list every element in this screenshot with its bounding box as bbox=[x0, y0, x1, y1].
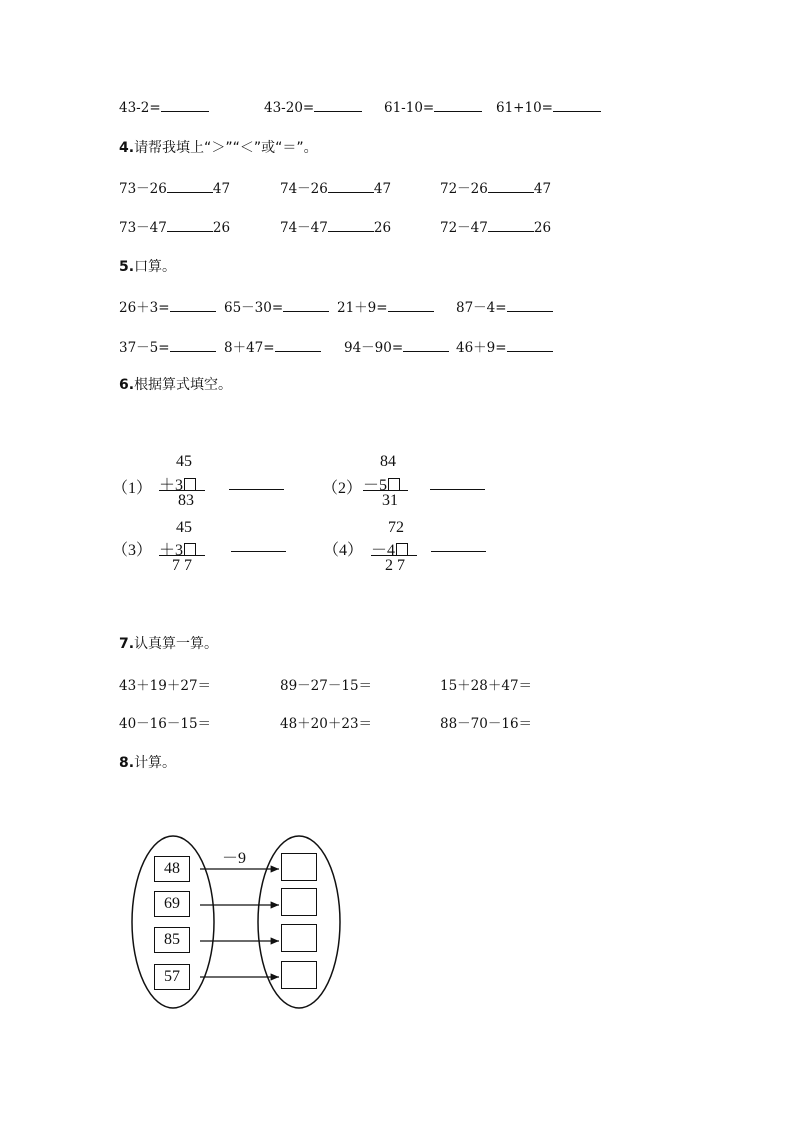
top-number: 84 bbox=[380, 453, 396, 470]
item-label: （4） bbox=[323, 542, 364, 559]
operation-label: －9 bbox=[222, 850, 247, 867]
expression: 65－30= bbox=[224, 300, 284, 316]
question-number: 7. bbox=[119, 636, 135, 652]
expression: 61-10= bbox=[384, 100, 435, 116]
calc-expression: 48＋20＋23＝ bbox=[280, 716, 373, 732]
input-number-box: 85 bbox=[154, 927, 190, 953]
compare-left: 72－47 bbox=[440, 220, 488, 236]
input-number-box: 57 bbox=[154, 964, 190, 990]
expression: 46＋9= bbox=[456, 340, 507, 356]
expression: 43-20= bbox=[264, 100, 315, 116]
operand: －5 bbox=[363, 477, 388, 494]
calc-expression: 40－16－15＝ bbox=[119, 716, 212, 732]
calc-expression: 89－27－15＝ bbox=[280, 678, 373, 694]
calc-expression: 43＋19＋27＝ bbox=[119, 678, 212, 694]
expression: 87－4= bbox=[456, 300, 507, 316]
expression: 94－90= bbox=[344, 340, 404, 356]
expression: 8＋47= bbox=[224, 340, 275, 356]
question-title: 口算。 bbox=[134, 259, 177, 275]
operand: ＋3 bbox=[159, 542, 184, 559]
result-number: 2 7 bbox=[385, 557, 405, 574]
compare-right: 47 bbox=[373, 181, 392, 197]
question-number: 5. bbox=[119, 259, 135, 275]
question-number: 6. bbox=[119, 377, 135, 393]
operand: －4 bbox=[371, 542, 396, 559]
compare-left: 74－47 bbox=[280, 220, 328, 236]
question-title: 计算。 bbox=[134, 755, 177, 771]
top-number: 45 bbox=[176, 453, 192, 470]
compare-left: 73－47 bbox=[119, 220, 167, 236]
expression: 43-2= bbox=[119, 100, 161, 116]
calc-expression: 15＋28＋47＝ bbox=[440, 678, 533, 694]
question-title: 根据算式填空。 bbox=[134, 377, 233, 393]
expression: 61+10= bbox=[496, 100, 553, 116]
compare-left: 74－26 bbox=[280, 181, 328, 197]
result-number: 83 bbox=[178, 492, 194, 509]
expression: 37－5= bbox=[119, 340, 170, 356]
question-number: 4. bbox=[119, 140, 135, 156]
compare-right: 47 bbox=[533, 181, 552, 197]
expression: 21＋9= bbox=[337, 300, 388, 316]
input-number-box: 48 bbox=[154, 856, 190, 882]
compare-right: 26 bbox=[533, 220, 552, 236]
question-title: 认真算一算。 bbox=[134, 636, 219, 652]
answer-box[interactable] bbox=[281, 961, 317, 989]
result-number: 31 bbox=[382, 492, 398, 509]
compare-right: 47 bbox=[212, 181, 231, 197]
answer-box[interactable] bbox=[281, 853, 317, 881]
compare-left: 72－26 bbox=[440, 181, 488, 197]
question-number: 8. bbox=[119, 755, 135, 771]
input-number-box: 69 bbox=[154, 891, 190, 917]
answer-box[interactable] bbox=[281, 924, 317, 952]
expression: 26＋3= bbox=[119, 300, 170, 316]
answer-box[interactable] bbox=[281, 888, 317, 916]
item-label: （2） bbox=[322, 480, 363, 497]
operand: ＋3 bbox=[159, 477, 184, 494]
item-label: （1） bbox=[112, 480, 153, 497]
result-number: 7 7 bbox=[172, 557, 192, 574]
question-title: 请帮我填上“＞”“＜”或“＝”。 bbox=[134, 140, 318, 156]
top-number: 45 bbox=[176, 519, 192, 536]
calc-expression: 88－70－16＝ bbox=[440, 716, 533, 732]
compare-right: 26 bbox=[212, 220, 231, 236]
compare-right: 26 bbox=[373, 220, 392, 236]
compare-left: 73－26 bbox=[119, 181, 167, 197]
item-label: （3） bbox=[112, 542, 153, 559]
top-number: 72 bbox=[388, 519, 404, 536]
